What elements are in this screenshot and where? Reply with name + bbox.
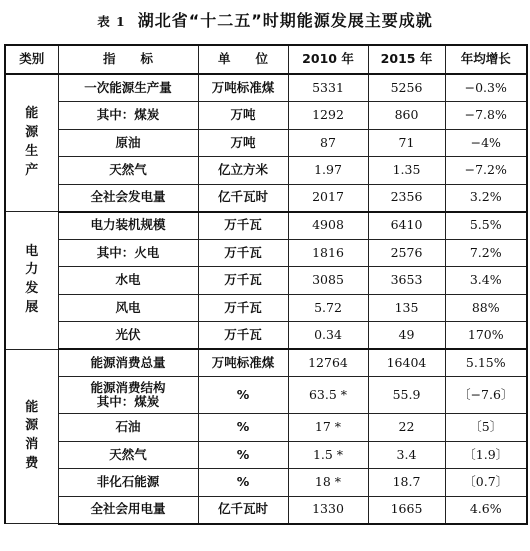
table-row [5,469,527,497]
table-row [5,102,527,130]
category-cell [5,74,58,212]
value-2010-cell: 1816 [288,239,368,267]
indicator-cell [58,129,198,157]
value-2015-cell: 2576 [368,239,445,267]
value-2015-cell: 18.7 [368,469,445,497]
table-title [0,8,530,31]
table-row [5,441,527,469]
unit-cell: % [198,377,288,414]
indicator-sublabel: 其中：煤炭 [96,394,160,409]
table-row [5,157,527,185]
header-row [5,45,527,74]
header-growth: 年均增长 [445,45,527,74]
header-2015: 2015 年 [368,45,445,74]
indicator-cell [58,74,198,102]
growth-cell: 5.5% [445,212,527,240]
indicator-label: 能源消费结构 [90,379,166,395]
indicator-cell [58,267,198,295]
table-title-text: 湖北省“十二五”时期能源发展主要成就 [137,11,433,30]
header-unit: 单 位 [198,45,288,74]
value-2010-cell: 18 * [288,469,368,497]
indicator-label: 石油 [115,419,141,435]
indicator-cell [58,184,198,212]
value-2010-cell: 5.72 [288,294,368,322]
table-number: 表 1 [97,14,126,29]
value-2010-cell: 12764 [288,349,368,377]
growth-cell: 7.2% [445,239,527,267]
value-2015-cell: 55.9 [368,377,445,414]
unit-cell: 万千瓦 [198,267,288,295]
value-2010-cell: 5331 [288,74,368,102]
value-2010-cell: 3085 [288,267,368,295]
indicator-label: 一次能源生产量 [84,79,172,95]
table-row [5,184,527,212]
category-char: 能 [25,399,39,415]
category-char: 产 [25,162,39,178]
value-2015-cell: 3.4 [368,441,445,469]
indicator-label: 水电 [115,272,141,288]
unit-cell: % [198,414,288,442]
indicator-label: 能源消费总量 [90,354,166,370]
unit-cell: 亿立方米 [198,157,288,185]
table-row [5,267,527,295]
indicator-cell [58,377,198,414]
indicator-label: 天然气 [109,162,147,178]
value-2015-cell: 6410 [368,212,445,240]
category-cell [5,212,58,350]
unit-cell: 万千瓦 [198,322,288,350]
indicator-cell [58,102,198,130]
category-char: 电 [25,243,39,259]
value-2015-cell: 49 [368,322,445,350]
value-2015-cell: 22 [368,414,445,442]
growth-cell: 〔1.9〕 [445,441,527,469]
value-2015-cell: 1.35 [368,157,445,185]
value-2015-cell: 71 [368,129,445,157]
indicator-cell [58,349,198,377]
table-row [5,239,527,267]
indicator-cell [58,469,198,497]
value-2015-cell: 5256 [368,74,445,102]
growth-cell: 170% [445,322,527,350]
value-2010-cell: 87 [288,129,368,157]
table-row [5,294,527,322]
value-2015-cell: 3653 [368,267,445,295]
category-char: 费 [25,456,39,472]
unit-cell: 亿千瓦时 [198,496,288,524]
value-2010-cell: 2017 [288,184,368,212]
value-2010-cell: 1.97 [288,157,368,185]
value-2010-cell: 1292 [288,102,368,130]
category-char: 能 [25,106,39,122]
growth-cell: 4.6% [445,496,527,524]
growth-cell: 〔−7.6〕 [445,377,527,414]
indicator-label: 其中：煤炭 [96,107,160,123]
value-2015-cell: 1665 [368,496,445,524]
category-char: 展 [25,300,39,316]
table-row [5,349,527,377]
category-char: 消 [25,437,39,453]
indicator-cell [58,496,198,524]
unit-cell: 万吨 [198,102,288,130]
indicator-label: 天然气 [109,446,147,462]
unit-cell: 万千瓦 [198,239,288,267]
value-2015-cell: 135 [368,294,445,322]
unit-cell: 亿千瓦时 [198,184,288,212]
value-2010-cell: 17 * [288,414,368,442]
category-char: 发 [25,281,39,297]
table-row [5,414,527,442]
indicator-cell [58,212,198,240]
growth-cell: −7.8% [445,102,527,130]
category-cell [5,349,58,524]
table-row [5,129,527,157]
header-category: 类别 [5,45,58,74]
indicator-cell [58,239,198,267]
unit-cell: 万千瓦 [198,294,288,322]
growth-cell: 3.2% [445,184,527,212]
growth-cell: −7.2% [445,157,527,185]
unit-cell: % [198,469,288,497]
table-row [5,212,527,240]
table-row [5,322,527,350]
indicator-label: 原油 [115,134,141,150]
indicator-cell [58,441,198,469]
table-row [5,74,527,102]
table-row [5,496,527,524]
indicator-label: 全社会用电量 [90,501,166,517]
indicator-cell [58,322,198,350]
header-indicator: 指 标 [58,45,198,74]
indicator-label: 其中：火电 [96,244,160,260]
growth-cell: 〔0.7〕 [445,469,527,497]
indicator-label: 电力装机规模 [90,217,166,233]
value-2015-cell: 860 [368,102,445,130]
unit-cell: 万吨标准煤 [198,74,288,102]
indicator-cell [58,294,198,322]
growth-cell: 〔5〕 [445,414,527,442]
indicator-label: 风电 [115,299,141,315]
indicator-cell [58,157,198,185]
growth-cell: 88% [445,294,527,322]
indicator-label: 非化石能源 [96,474,160,490]
value-2010-cell: 4908 [288,212,368,240]
growth-cell: 5.15% [445,349,527,377]
value-2010-cell: 1330 [288,496,368,524]
growth-cell: 3.4% [445,267,527,295]
value-2015-cell: 2356 [368,184,445,212]
table-row [5,377,527,414]
energy-achievements-table [4,44,528,525]
header-2010: 2010 年 [288,45,368,74]
indicator-label: 全社会发电量 [90,189,166,205]
category-char: 力 [25,262,39,278]
growth-cell: −4% [445,129,527,157]
value-2010-cell: 1.5 * [288,441,368,469]
unit-cell: % [198,441,288,469]
table-body [5,74,527,524]
unit-cell: 万千瓦 [198,212,288,240]
category-char: 生 [25,144,39,159]
indicator-cell [58,414,198,442]
growth-cell: −0.3% [445,74,527,102]
unit-cell: 万吨 [198,129,288,157]
value-2010-cell: 0.34 [288,322,368,350]
unit-cell: 万吨标准煤 [198,349,288,377]
value-2015-cell: 16404 [368,349,445,377]
category-char: 源 [25,125,39,141]
value-2010-cell: 63.5 * [288,377,368,414]
indicator-label: 光伏 [115,326,141,342]
category-char: 源 [25,418,39,434]
